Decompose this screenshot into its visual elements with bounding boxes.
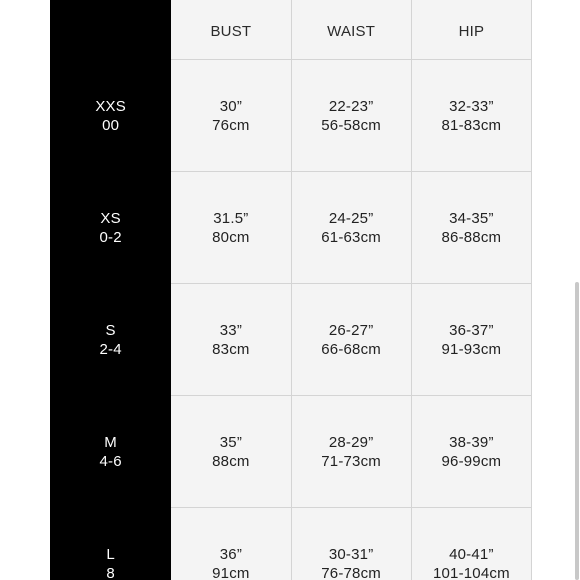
waist-cm: 71-73cm [321,452,381,470]
waist-inches: 22-23” [328,97,374,115]
hip-cell [411,284,531,396]
waist-cell [291,60,411,172]
waist-cell [291,508,411,580]
hip-inches: 32-33” [449,97,494,115]
size-range: 00 [102,116,120,134]
size-range: 2-4 [99,340,122,358]
waist-cell [291,172,411,284]
table-row [51,508,532,580]
table-row [51,396,532,508]
size-label-cell [51,396,171,508]
hip-cell [411,172,531,284]
bust-inches: 31.5” [213,209,249,227]
bust-cm: 88cm [212,452,250,470]
bust-cm: 80cm [212,228,250,246]
waist-inches: 30-31” [328,545,374,563]
size-range: 8 [106,564,115,580]
waist-cm: 56-58cm [321,116,381,134]
bust-cm: 76cm [212,116,250,134]
waist-cm: 76-78cm [321,564,381,580]
size-name: M [104,433,117,451]
bust-cm: 83cm [212,340,250,358]
corner-cell [51,0,171,60]
hip-inches: 38-39” [449,433,494,451]
size-label-cell [51,284,171,396]
bust-cell [171,60,291,172]
hip-cell [411,508,531,580]
waist-inches: 28-29” [328,433,374,451]
column-header-waist: WAIST [291,0,411,60]
bust-cell [171,396,291,508]
header-row [51,0,532,60]
waist-cell [291,284,411,396]
waist-cm: 61-63cm [321,228,381,246]
bust-inches: 35” [219,433,243,451]
size-range: 4-6 [99,452,122,470]
hip-cm: 86-88cm [441,228,502,246]
hip-inches: 40-41” [449,545,494,563]
scrollbar[interactable] [572,0,580,580]
size-name: L [106,545,115,563]
size-range: 0-2 [99,228,122,246]
waist-inches: 24-25” [328,209,374,227]
table-row [51,172,532,284]
column-header-bust: BUST [171,0,291,60]
table-row [51,284,532,396]
bust-cm: 91cm [212,564,250,580]
bust-cell [171,284,291,396]
size-label-cell [51,508,171,580]
hip-cell [411,60,531,172]
size-chart-table [50,0,532,580]
hip-inches: 34-35” [449,209,494,227]
hip-inches: 36-37” [449,321,494,339]
bust-inches: 33” [219,321,243,339]
bust-cell [171,508,291,580]
size-name: XS [100,209,121,227]
waist-inches: 26-27” [328,321,374,339]
size-label-cell [51,60,171,172]
waist-cell [291,396,411,508]
column-header-hip: HIP [411,0,531,60]
scrollbar-thumb[interactable] [575,282,579,580]
bust-inches: 30” [219,97,243,115]
hip-cm: 91-93cm [441,340,502,358]
bust-inches: 36” [219,545,243,563]
waist-cm: 66-68cm [321,340,381,358]
size-name: S [105,321,116,339]
hip-cm: 81-83cm [441,116,502,134]
bust-cell [171,172,291,284]
table-row [51,60,532,172]
hip-cm: 96-99cm [441,452,502,470]
hip-cm: 101-104cm [432,564,510,580]
hip-cell [411,396,531,508]
size-name: XXS [95,97,126,115]
size-label-cell [51,172,171,284]
